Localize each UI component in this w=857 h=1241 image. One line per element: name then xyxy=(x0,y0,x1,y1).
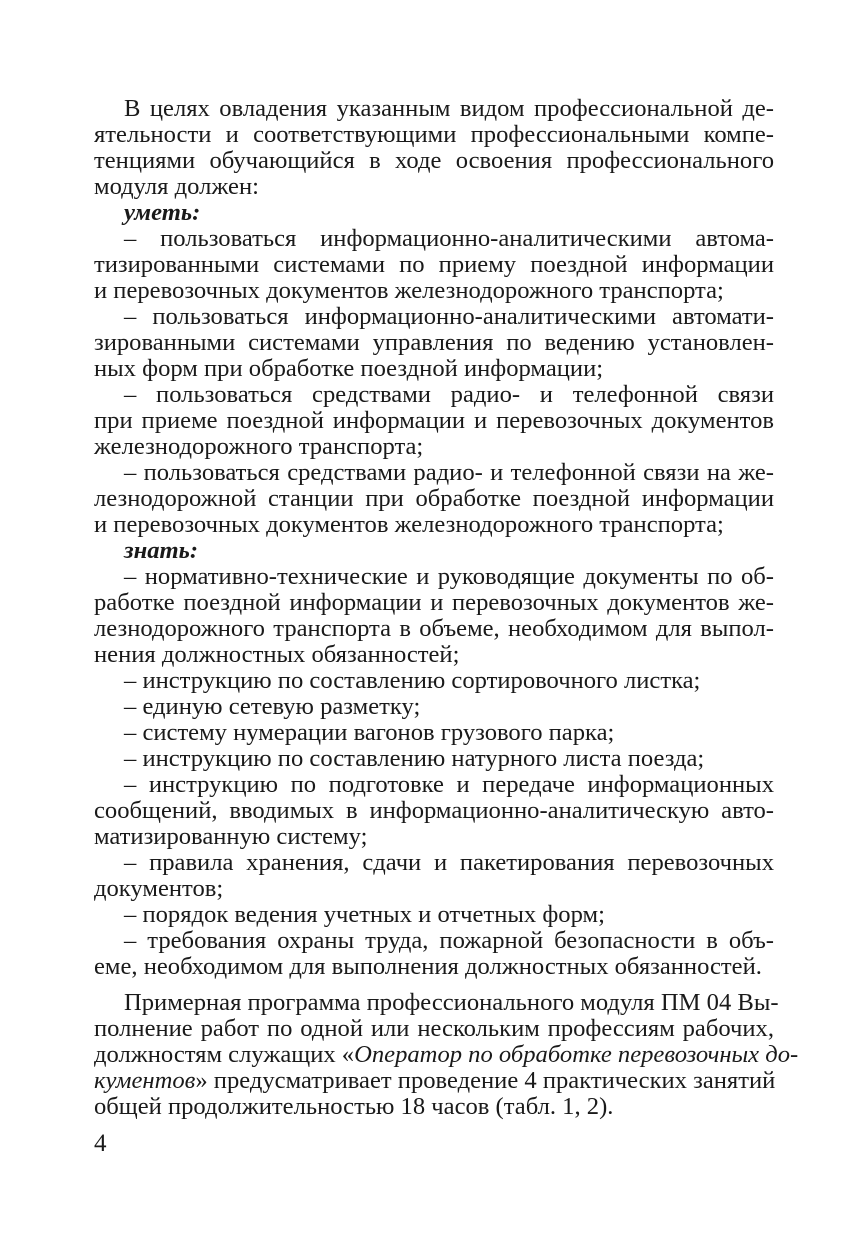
text-line: тизированными системами по приему поездной информации xyxy=(94,251,774,278)
program-title-italic: кументов xyxy=(94,1067,196,1094)
text-line: ных форм при обработке поездной информации; xyxy=(94,355,604,382)
list-item xyxy=(94,902,774,928)
skills-heading: уметь: xyxy=(124,199,201,226)
text-line: при приеме поездной информации и перевозочных документов xyxy=(94,407,774,434)
knowledge-list xyxy=(94,564,774,980)
text-line: – инструкцию по подготовке и передаче информационных xyxy=(124,771,774,798)
text-line: зированными системами управления по ведению установлен- xyxy=(94,329,774,356)
text-line: – пользоваться средствами радио- и телефонной связи xyxy=(124,381,774,408)
text-line: – единую сетевую разметку; xyxy=(124,693,421,720)
list-item xyxy=(94,226,774,304)
page-number: 4 xyxy=(94,1130,107,1157)
document-page xyxy=(94,95,799,1120)
closing-paragraph xyxy=(94,989,799,1120)
list-item xyxy=(94,460,774,538)
text-line: – нормативно-технические и руководящие документы по об- xyxy=(124,563,774,590)
text-line xyxy=(94,1068,774,1094)
text-line: нения должностных обязанностей; xyxy=(94,641,460,668)
text-line: – инструкцию по составлению сортировочного листка; xyxy=(124,667,701,694)
text-line: сообщений, вводимых в информационно-аналитическую авто- xyxy=(94,797,774,824)
text-line: железнодорожного транспорта; xyxy=(94,433,424,460)
text-line: – требования охраны труда, пожарной безопасности в объ- xyxy=(124,927,774,954)
knowledge-heading: знать: xyxy=(124,537,199,564)
program-title-italic: Оператор по обработке перевозочных до- xyxy=(354,1041,799,1068)
text-line: матизированную систему; xyxy=(94,823,368,850)
list-item xyxy=(94,304,774,382)
text-line: работке поездной информации и перевозочных документов же- xyxy=(94,589,774,616)
list-item xyxy=(94,694,774,720)
text-line: документов; xyxy=(94,875,224,902)
text-line: – пользоваться информационно-аналитическими автомати- xyxy=(124,303,774,330)
list-item xyxy=(94,668,774,694)
list-item xyxy=(94,850,774,902)
text-line: тенциями обучающийся в ходе освоения профессионального xyxy=(94,147,774,174)
text-line: Примерная программа профессионального модуля ПМ 04 Вы- xyxy=(124,989,779,1016)
text-line: – пользоваться средствами радио- и телефонной связи на же- xyxy=(124,459,774,486)
text-line: и перевозочных документов железнодорожного транспорта; xyxy=(94,511,724,538)
text-line: лезнодорожной станции при обработке поездной информации xyxy=(94,485,774,512)
text-line: В целях овладения указанным видом профессиональной де- xyxy=(124,95,774,122)
text-line: – пользоваться информационно-аналитическими автома- xyxy=(124,225,774,252)
text-span: » предусматривает проведение 4 практических занятий xyxy=(195,1067,776,1094)
list-item xyxy=(94,720,774,746)
text-line: еме, необходимом для выполнения должностных обязанностей. xyxy=(94,953,762,980)
text-line: ятельности и соответствующими профессиональными компе- xyxy=(94,121,774,148)
text-line: лезнодорожного транспорта в объеме, необходимом для выпол- xyxy=(94,615,774,642)
text-line: – инструкцию по составлению натурного листа поезда; xyxy=(124,745,705,772)
list-item xyxy=(94,746,774,772)
skills-list xyxy=(94,226,774,538)
text-line: полнение работ по одной или нескольким профессиям рабочих, xyxy=(94,1015,774,1042)
list-item xyxy=(94,928,774,980)
list-item xyxy=(94,772,774,850)
text-line: – порядок ведения учетных и отчетных форм; xyxy=(124,901,605,928)
text-line: – правила хранения, сдачи и пакетирования перевозочных xyxy=(124,849,774,876)
text-line xyxy=(94,1041,799,1068)
text-line: модуля должен: xyxy=(94,173,259,200)
text-line: и перевозочных документов железнодорожного транспорта; xyxy=(94,277,724,304)
text-line: общей продолжительностью 18 часов (табл. 1, 2). xyxy=(94,1093,614,1120)
list-item xyxy=(94,564,774,668)
intro-paragraph xyxy=(94,96,774,200)
text-line: – систему нумерации вагонов грузового парка; xyxy=(124,719,615,746)
text-span: должностям служащих « xyxy=(94,1041,355,1068)
list-item xyxy=(94,382,774,460)
